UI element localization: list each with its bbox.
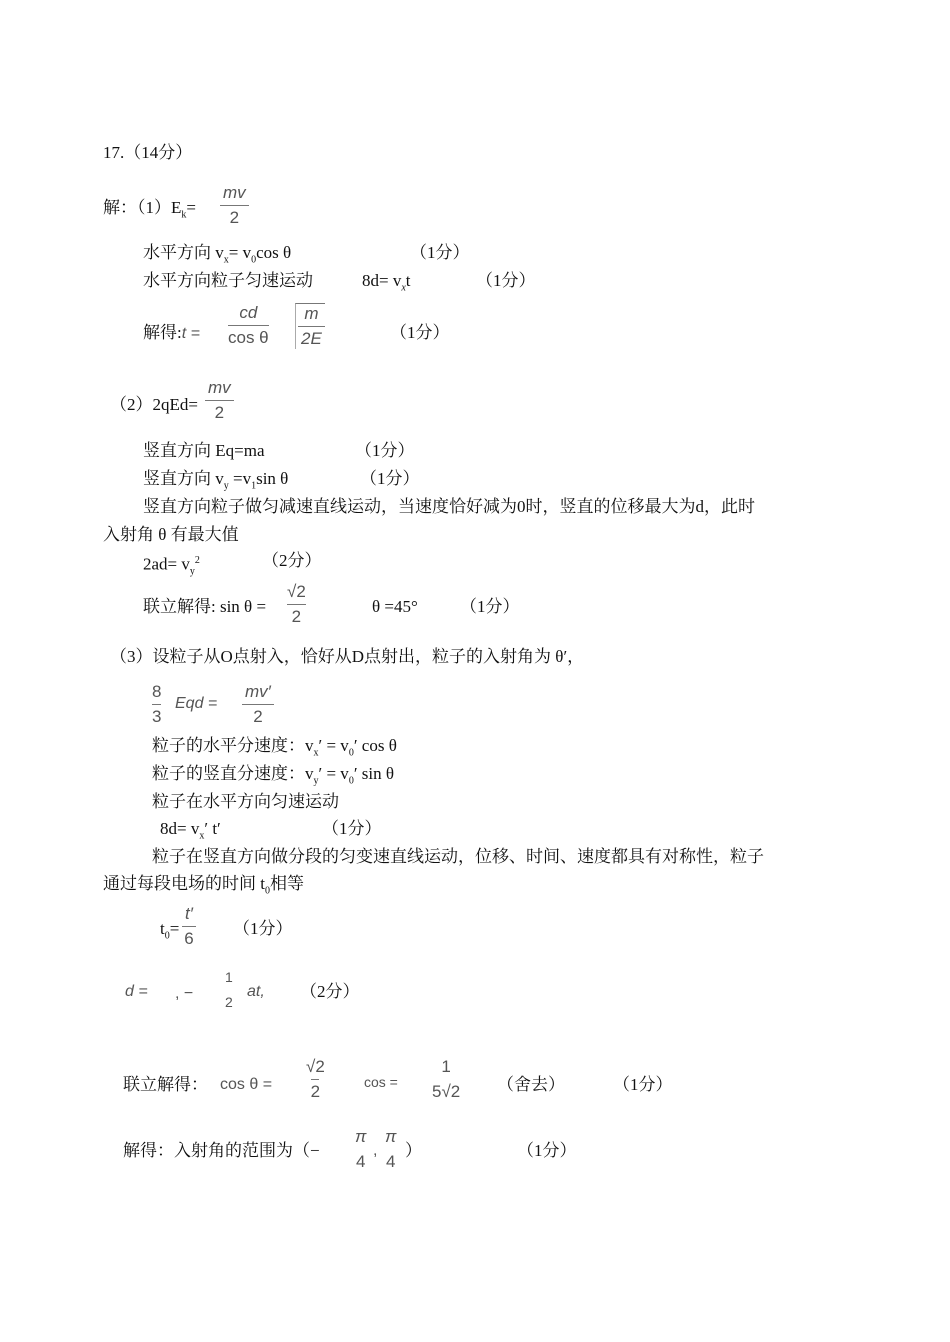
- cos-fraction-1: [306, 1057, 325, 1102]
- sub: y: [223, 480, 229, 492]
- fraction-bar: [242, 704, 274, 705]
- eq-mid: Eqd =: [175, 695, 218, 712]
- p1-line2-eq: [362, 271, 411, 298]
- num: cd: [239, 303, 258, 322]
- num: π: [385, 1127, 397, 1146]
- p2-line1: 竖直方向 Eq=ma: [143, 441, 265, 460]
- p2-line4: 联立解得: sin θ =: [143, 597, 267, 616]
- half-fraction: [225, 967, 233, 1012]
- t: ′ = v: [318, 736, 349, 755]
- den: 3: [152, 707, 162, 726]
- t: 粒子的竖直分速度：v: [152, 764, 314, 783]
- range-upper: [382, 1127, 399, 1172]
- cos-fraction-2: [432, 1057, 460, 1102]
- t: 2ad= v: [143, 554, 190, 574]
- p1-line3: [143, 323, 200, 344]
- score: （1分）: [476, 271, 536, 290]
- fraction-bar: [311, 1079, 319, 1080]
- den: 2: [214, 403, 225, 422]
- den: 2E: [301, 329, 322, 348]
- fraction-bar: [298, 326, 325, 327]
- fraction-bar: [225, 989, 233, 990]
- score: （2分）: [262, 551, 322, 570]
- p2-line3: [143, 551, 200, 582]
- num: √2: [306, 1057, 325, 1076]
- t: 竖直方向 v: [143, 469, 224, 488]
- p1-intro: [103, 198, 196, 225]
- num: 1: [225, 969, 233, 985]
- sub: 0: [264, 885, 270, 897]
- frac-8-3: [152, 682, 161, 727]
- p3-line1: [152, 736, 397, 763]
- t: t: [160, 919, 165, 938]
- fraction-bar: [220, 205, 249, 206]
- den: 6: [184, 929, 194, 948]
- t: ′ sin θ: [353, 764, 395, 783]
- range-label: 解得：入射角的范围为（−: [123, 1141, 320, 1160]
- score: （1分）: [355, 441, 415, 460]
- num: t′: [185, 904, 193, 923]
- num: 1: [441, 1057, 451, 1076]
- eq: =: [186, 198, 196, 217]
- problem-header: 17.（14分）: [103, 143, 193, 162]
- score: （1分）: [613, 1075, 673, 1094]
- d-mid: , −: [175, 985, 194, 1002]
- d-rhs: at,: [247, 983, 265, 1000]
- t: 解得:: [143, 323, 182, 342]
- theta-result: θ =45°: [372, 597, 418, 616]
- p2-paragraph-1: 竖直方向粒子做匀减速直线运动，当速度恰好减为0时，竖直的位移最大为d，此时: [143, 497, 755, 516]
- sub: x: [313, 747, 319, 759]
- num: π: [355, 1127, 367, 1146]
- t: ′ = v: [318, 764, 349, 783]
- score: （1分）: [390, 323, 450, 342]
- sub: x: [223, 254, 229, 266]
- sub: x: [199, 830, 205, 842]
- fraction-bar: [152, 704, 161, 705]
- sub: 1: [251, 480, 257, 492]
- score: （1分）: [460, 597, 520, 616]
- score: （2分）: [300, 982, 360, 1001]
- score: （1分）: [233, 919, 293, 938]
- fraction-bar: [382, 1149, 399, 1150]
- p3-paragraph-2: [103, 874, 304, 901]
- p3-paragraph-1: 粒子在竖直方向做分段的匀变速直线运动，位移、时间、速度都具有对称性，粒子: [152, 847, 764, 866]
- cos-theta: cos θ =: [220, 1076, 273, 1093]
- score: （1分）: [322, 819, 382, 838]
- fraction-bar: [205, 400, 234, 401]
- t: = v: [228, 243, 252, 262]
- den: 2: [291, 607, 302, 626]
- sub: k: [181, 209, 187, 221]
- p3-line3: 粒子在水平方向匀速运动: [152, 792, 339, 811]
- p3-line4: [160, 819, 221, 846]
- d-lhs: d =: [125, 983, 148, 1000]
- fraction-bar: [228, 325, 269, 326]
- sub: 0: [348, 775, 354, 787]
- den: 2: [253, 707, 263, 726]
- t: ′ t′: [204, 819, 221, 838]
- p3-intro: （3）设粒子从O点射入，恰好从D点射出，粒子的入射角为 θ′，: [110, 647, 585, 666]
- p3-line2: [152, 764, 394, 791]
- p1-line2: 水平方向粒子匀速运动: [143, 271, 313, 290]
- p2-paragraph-2: 入射角 θ 有最大值: [103, 525, 239, 544]
- t: t: [405, 271, 411, 290]
- fraction-bar: [432, 1079, 460, 1080]
- num: mv: [208, 378, 231, 397]
- solve-label: 联立解得：: [123, 1075, 208, 1094]
- sub: y: [313, 775, 319, 787]
- t: sin θ: [256, 469, 289, 488]
- sqrt-fraction: [295, 303, 325, 349]
- sub: 0: [164, 930, 170, 942]
- range-lower: [352, 1127, 369, 1172]
- den: 4: [355, 1152, 366, 1171]
- discard-note: （舍去）: [497, 1075, 565, 1094]
- sub: 0: [348, 747, 354, 759]
- ek-fraction: [220, 183, 249, 228]
- score: （1分）: [410, 243, 470, 262]
- cos-2: cos =: [364, 1074, 398, 1090]
- p2-fraction: [205, 378, 234, 423]
- frac-mv2: [242, 682, 274, 727]
- p1-intro-text: 解：（1）E: [103, 198, 182, 217]
- range-comma: ,: [373, 1142, 378, 1159]
- num: m: [304, 304, 319, 323]
- den: 2: [229, 208, 240, 227]
- t: =: [169, 919, 180, 938]
- num: mv′: [245, 682, 271, 701]
- t: 8d= v: [160, 819, 200, 838]
- t: cos θ: [256, 243, 292, 262]
- sub: y: [189, 566, 195, 578]
- range-close: ）: [405, 1141, 422, 1160]
- t: 水平方向 v: [143, 243, 224, 262]
- num: mv: [223, 183, 246, 202]
- fraction-bar: [287, 604, 306, 605]
- den: 2: [310, 1082, 321, 1101]
- t: =v: [228, 469, 252, 488]
- t: 相等: [269, 874, 304, 893]
- score: （1分）: [360, 469, 420, 488]
- sup: 2: [194, 555, 200, 566]
- t: ′ cos θ: [353, 736, 397, 755]
- sub: x: [401, 282, 406, 294]
- p1-line1: [143, 243, 291, 270]
- t: 8d= v: [362, 271, 402, 290]
- t: 通过每段电场的时间 t: [103, 874, 265, 893]
- t0-fraction: [182, 904, 196, 949]
- t0-lhs: [160, 919, 179, 946]
- score: （1分）: [517, 1141, 577, 1160]
- p2-line2: [143, 469, 288, 496]
- num: 8: [152, 682, 162, 701]
- fraction-bar: [352, 1149, 369, 1150]
- sin-fraction: [287, 582, 306, 627]
- den: 5√2: [432, 1082, 461, 1101]
- den: 2: [225, 994, 233, 1010]
- num: √2: [287, 582, 306, 601]
- den: cos θ: [228, 328, 269, 347]
- fraction-bar: [182, 926, 196, 927]
- p2-intro: （2）2qEd=: [110, 395, 198, 414]
- den: 4: [385, 1152, 396, 1171]
- sub: 0: [251, 254, 257, 266]
- t: t =: [181, 325, 200, 342]
- t-fraction: [228, 303, 269, 348]
- t: 粒子的水平分速度：v: [152, 736, 314, 755]
